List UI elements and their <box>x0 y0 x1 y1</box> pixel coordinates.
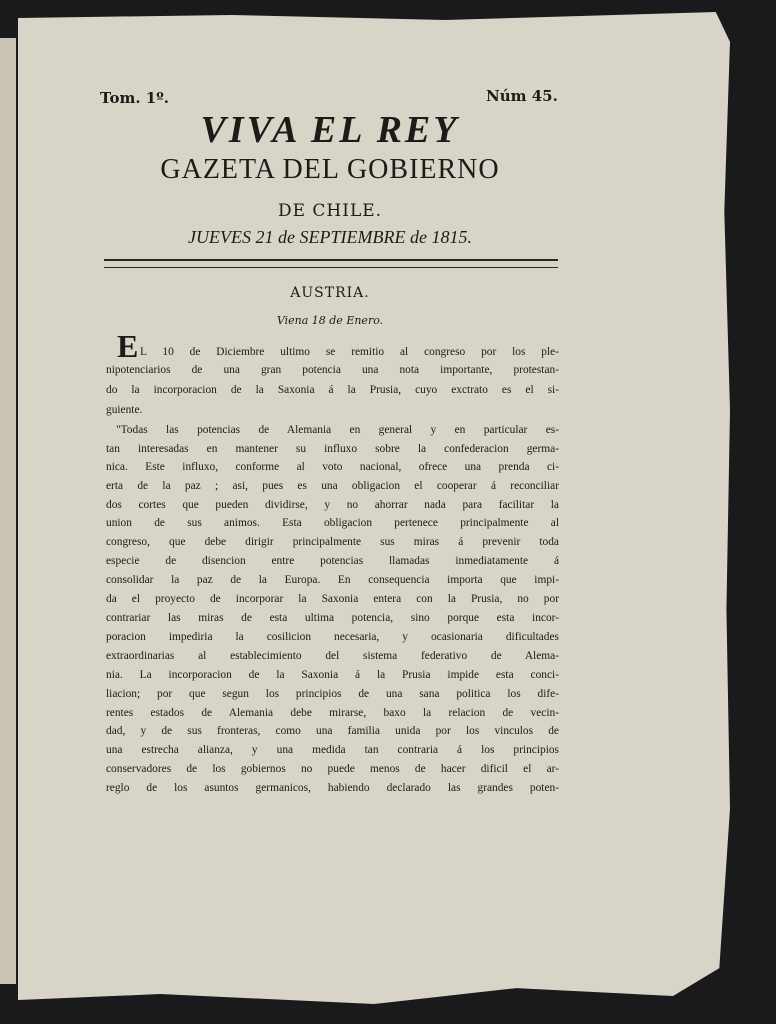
adjacent-page-edge <box>0 38 16 984</box>
article-line: extraordinarias al establecimiento del sistema federativo de Alema- <box>106 650 559 662</box>
article-line: contrariar las miras de esta ultima potencia, sino porque esta incor- <box>106 612 559 624</box>
article-line: reglo de los asuntos germanicos, habiendo declarado las grandes poten- <box>106 782 559 794</box>
article-line: liacion; por que segun los principios de una sana politica los dife- <box>106 688 559 700</box>
article-line: tan interesadas en mantener su influxo sobre la confederacion germa- <box>106 443 559 455</box>
article-line: do la incorporacion de la Saxonia á la Prusia, cuyo exctrato es el si- <box>106 384 559 396</box>
article-dateline: Viena 18 de Enero. <box>276 314 384 327</box>
article-line: dos cortes que pueden dividirse, y no ahorrar nada para facilitar la <box>106 499 559 511</box>
article-line: una estrecha alianza, y una medida tan contraria á los principios <box>106 744 559 756</box>
article-line: erta de la paz ; asi, pues es una obligacion el cooperar á reconciliar <box>106 480 559 492</box>
volume-label: Tom. 1º. <box>100 89 169 107</box>
article-line: dad, y de sus fronteras, como una familia unida por los vinculos de <box>106 725 559 737</box>
article-line: L 10 de Diciembre ultimo se remitio al congreso por los ple- <box>140 346 559 358</box>
article-line: nica. Este influxo, conforme al voto nacional, ofrece una prenda ci- <box>106 461 559 473</box>
issue-number: Núm 45. <box>486 87 558 105</box>
article-line: rentes estados de Alemania debe mirarse, baxo la relacion de vecin- <box>106 707 559 719</box>
drop-cap: E <box>117 328 139 364</box>
article-line: "Todas las potencias de Alemania en general y en particular es- <box>116 424 559 436</box>
article-line: poracion impediria la cosilicion necesaria, y ocasionaria dificultades <box>106 631 559 643</box>
newspaper-subtitle-location: DE CHILE. <box>277 201 383 221</box>
article-line: guiente. <box>106 404 143 416</box>
header-divider <box>104 259 558 268</box>
article-line: congreso, que debe dirigir principalmente sus miras á prevenir toda <box>106 536 559 548</box>
article-line: nipotenciarios de una gran potencia una nota importante, protestan- <box>106 364 559 376</box>
article-line: especie de disencion entre potencias llamadas inmediatamente á <box>106 555 559 567</box>
article-line: union de sus animos. Esta obligacion pertenece principalmente al <box>106 517 559 529</box>
section-heading: AUSTRIA. <box>290 285 370 301</box>
article-line: consolidar la paz de la Europa. En consequencia importa que impi- <box>106 574 559 586</box>
issue-date: JUEVES 21 de SEPTIEMBRE de 1815. <box>188 227 472 247</box>
article-line: da el proyecto de incorporar la Saxonia entera con la Prusia, no por <box>106 593 559 605</box>
newspaper-subtitle: GAZETA DEL GOBIERNO <box>160 154 500 185</box>
article-line: nia. La incorporacion de la Saxonia á la Prusia impide esta conci- <box>106 669 559 681</box>
article-line: conservadores de los gobiernos no puede menos de hacer dificil el ar- <box>106 763 559 775</box>
masthead-title: VIVA EL REY <box>200 109 460 151</box>
